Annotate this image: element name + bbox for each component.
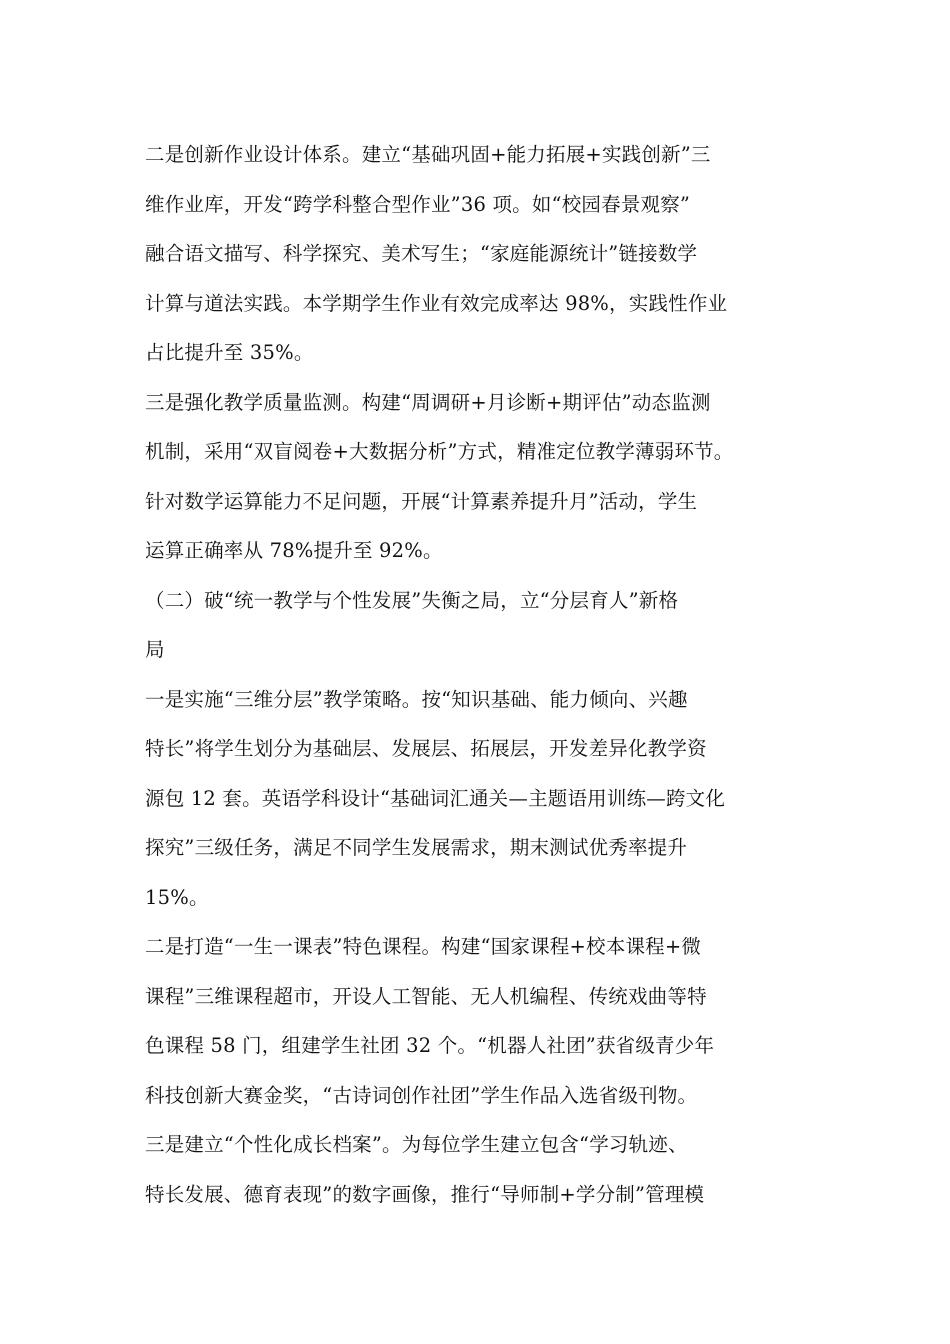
text-line: 计算与道法实践。本学期学生作业有效完成率达 98%，实践性作业 (145, 291, 728, 315)
text-line: 科技创新大赛金奖，“古诗词创作社团”学生作品入选省级刊物。 (145, 1083, 698, 1107)
text-line: 融合语文描写、科学探究、美术写生；“家庭能源统计”链接数学 (145, 242, 698, 265)
text-line: 维作业库，开发“跨学科整合型作业”36 项。如“校园春景观察” (145, 192, 691, 216)
text-line: 特长发展、德育表现”的数字画像，推行“导师制+学分制”管理模 (145, 1182, 705, 1206)
section-heading (145, 576, 813, 675)
paragraph-featured-courses (145, 922, 813, 1120)
text-line: 色课程 58 门，组建学生社团 32 个。“机器人社团”获省级青少年 (145, 1034, 715, 1057)
text-line: 特长”将学生划分为基础层、发展层、拓展层，开发差异化教学资 (145, 737, 707, 760)
text-line: 课程”三维课程超市，开设人工智能、无人机编程、传统戏曲等特 (145, 984, 707, 1008)
paragraph-growth-records (145, 1120, 813, 1219)
text-line: 三是强化教学质量监测。构建“周调研+月诊断+期评估”动态监测 (145, 390, 711, 414)
text-line: 二是打造“一生一课表”特色课程。构建“国家课程+校本课程+微 (145, 935, 702, 958)
text-line: 15%。 (145, 885, 209, 909)
text-line: 二是创新作业设计体系。建立“基础巩固+能力拓展+实践创新”三 (145, 143, 711, 166)
text-line: 三是建立“个性化成长档案”。为每位学生建立包含“学习轨迹、 (145, 1133, 688, 1156)
text-line: 运算正确率从 78%提升至 92%。 (145, 539, 443, 562)
text-line: 机制，采用“双盲阅卷+大数据分析”方式，精准定位教学薄弱环节。 (145, 440, 734, 463)
text-line: 源包 12 套。英语学科设计“基础词汇通关—主题语用训练—跨文化 (145, 786, 726, 810)
text-line: 探究”三级任务，满足不同学生发展需求，期末测试优秀率提升 (145, 836, 688, 859)
heading-line: （二）破“统一教学与个性发展”失衡之局，立“分层育人”新格 (145, 588, 679, 612)
text-line: 占比提升至 35%。 (145, 341, 314, 364)
text-line: 一是实施“三维分层”教学策略。按“知识基础、能力倾向、兴趣 (145, 687, 688, 711)
text-line: 针对数学运算能力不足问题，开展“计算素养提升月”活动，学生 (145, 489, 698, 513)
paragraph-homework-design (145, 130, 813, 378)
paragraph-layered-teaching (145, 675, 813, 923)
document-body (145, 130, 813, 1219)
paragraph-quality-monitoring (145, 378, 813, 576)
heading-line: 局 (145, 638, 165, 661)
